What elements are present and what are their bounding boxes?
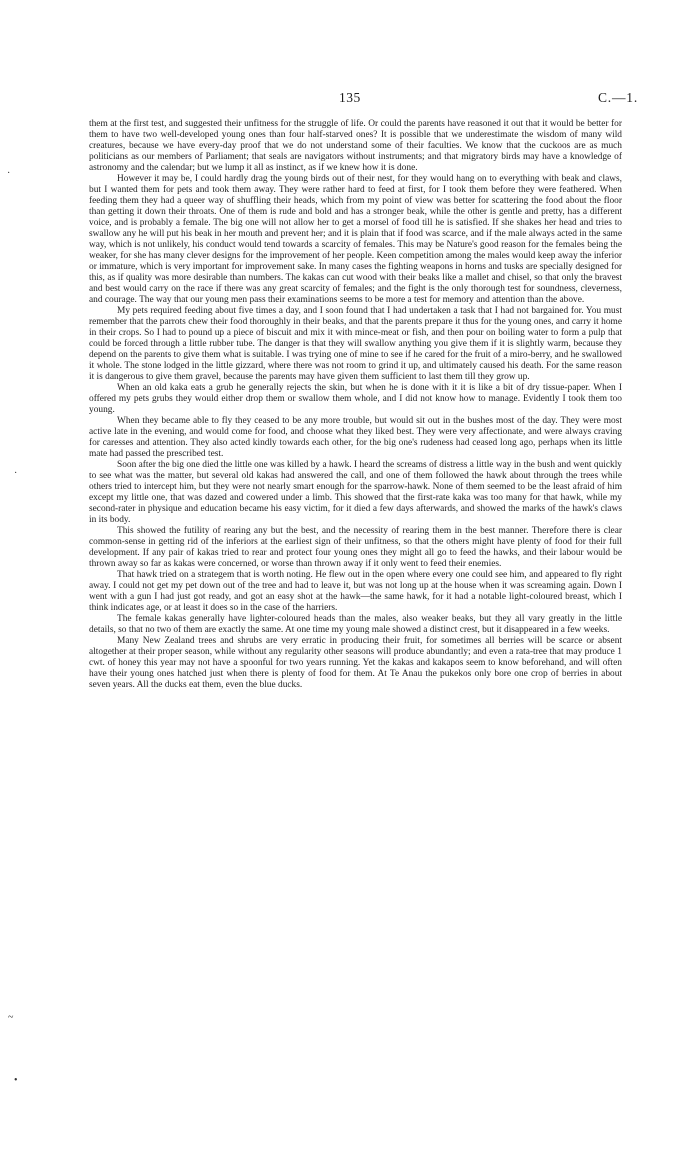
margin-mark: • [14, 1075, 18, 1086]
paragraph: When an old kaka eats a grub he generally rejects the skin, but when he is done with it it is like a bit of dry tissue-paper. When I offered my pets grubs they would either drop them or swallow them whole, and I did not know how to manage. Evidently I took them too young. [89, 383, 622, 415]
margin-mark: · [14, 468, 18, 479]
margin-mark: · [7, 168, 11, 179]
paragraph: When they became able to fly they ceased to be any more trouble, but would sit out in the bushes most of the day. They were most active late in the evening, and would come for food, and choose what they liked best. They were very affectionate, and were always craving for caresses and attention. They also acted kindly towards each other, for the big one's rudeness had ceased long ago, perhaps when its little mate had passed the prescribed test. [89, 416, 622, 459]
paragraph: This showed the futility of rearing any but the best, and the necessity of rearing them in the best manner. Therefore there is clear common-sense in getting rid of the inferiors at the earliest sign of their unfitness, so that the others might have plenty of food for their full development. If any pair of kakas tried to rear and protect four young ones they might all go to feed the hawks, and their labour would be thrown away so far as kakas were concerned, or worse than thrown away if it only went to feed their enemies. [89, 526, 622, 569]
paragraph: That hawk tried on a strategem that is worth noting. He flew out in the open where every one could see him, and appeared to fly right away. I could not get my pet down out of the tree and had to leave it, but was not long up at the house when it was screaming again. Down I went with a gun I had just got ready, and got an easy shot at the hawk—the same hawk, for it had a notable light-coloured breast, which I think indicates age, or at least it does so in the case of the harriers. [89, 570, 622, 613]
report-code: C.—1. [598, 90, 639, 105]
paragraph: My pets required feeding about five times a day, and I soon found that I had undertaken a task that I had not bargained for. You must remember that the parrots chew their food thoroughly in their beaks, and that the parents prepare it thus for the young ones, and carry it home in their crops. So I had to pound up a piece of biscuit and mix it with mince-meat or fish, and then pour on boiling water to form a pulp that could be forced through a little rubber tube. The danger is that they will swallow anything you give them if it is slightly warm, because they depend on the parents to give them what is suitable. I was trying one of mine to see if he cared for the fruit of a miro-berry, and he swallowed it whole. The stone lodged in the little gizzard, where there was not room to grind it up, and ultimately caused his death. For the same reason it is dangerous to give them gravel, because the parents may have given them sufficient to last them till they grow up. [89, 306, 622, 382]
margin-mark: ~ [8, 1012, 14, 1023]
paragraph: However it may be, I could hardly drag the young birds out of their nest, for they would hang on to everything with beak and claws, but I wanted them for pets and took them away. They were rather hard to feed at first, for I took them before they were feathered. When feeding them they had a queer way of shuffling their heads, which from my point of view was better for scattering the food about the floor than getting it down their throats. One of them is rude and bold and has a stronger beak, while the other is gentle and pretty, has a different voice, and is probably a female. The big one will not allow her to get a morsel of food till he is satisfied. If she shakes her head and tries to swallow any he will put his beak in her mouth and prevent her; and it is plain that if food was scarce, and if the male always acted in the same way, which is not unlikely, his conduct would tend towards a scarcity of females. This may be Nature's good reason for the females being the weaker, for she has many clever designs for the improvement of her people. Keen competition among the males would keep away the inferior or immature, which is very important for improvement sake. In many cases the fighting weapons in horns and tusks are specially designed for this, as if quality was more desirable than numbers. The kakas can cut wood with their beaks like a mallet and chisel, so that only the bravest and best would carry on the race if there was any great scarcity of females; and the fight is the only thorough test for soundness, cleverness, and courage. The way that our young men pass their examinations seems to be more a test for memory and attention than the above. [89, 174, 622, 305]
page-number: 135 [339, 90, 361, 105]
paragraph: The female kakas generally have lighter-coloured heads than the males, also weaker beaks, but they all vary greatly in the little details, so that no two of them are exactly the same. At one time my young male showed a distinct crest, but it disappeared in a few weeks. [89, 614, 622, 635]
paragraph: them at the first test, and suggested their unfitness for the struggle of life. Or could the parents have reasoned it out that it would be better for them to have two well-developed young ones than four half-starved ones? It is possible that we underestimate the wisdom of many wild creatures, because we have every-day proof that we do not understand some of their faculties. We know that the cuckoos are as much politicians as our members of Parliament; that seals are navigators without instruments; and that migratory birds may have a knowledge of astronomy and the calendar; but we lump it all as instinct, as if we knew how it is done. [89, 119, 622, 173]
paragraph: Many New Zealand trees and shrubs are very erratic in producing their fruit, for sometimes all berries will be scarce or absent altogether at their proper season, while without any regularity other seasons will produce abundantly; and even a rata-tree that may produce 1 cwt. of honey this year may not have a spoonful for two years running. Yet the kakas and kakapos seem to know beforehand, and will often have their young ones hatched just when there is plenty of food for them. At Te Anau the pukekos only bore one crop of berries in about seven years. All the ducks eat them, even the blue ducks. [89, 636, 622, 690]
paragraph: Soon after the big one died the little one was killed by a hawk. I heard the screams of distress a little way in the bush and went quickly to see what was the matter, but several old kakas had answered the call, and one of them followed the hawk about through the trees while others tried to intercept him, but they were not nearly smart enough for the sparrow-hawk. None of them seemed to be the least afraid of him except my little one, that was dazed and cowered under a limb. This showed that the first-rate kaka was too many for that hawk, while my second-rater in physique and education became his easy victim, for it died a few days afterwards, and showed the marks of the hawk's claws in its body. [89, 460, 622, 525]
article-body [89, 119, 622, 691]
